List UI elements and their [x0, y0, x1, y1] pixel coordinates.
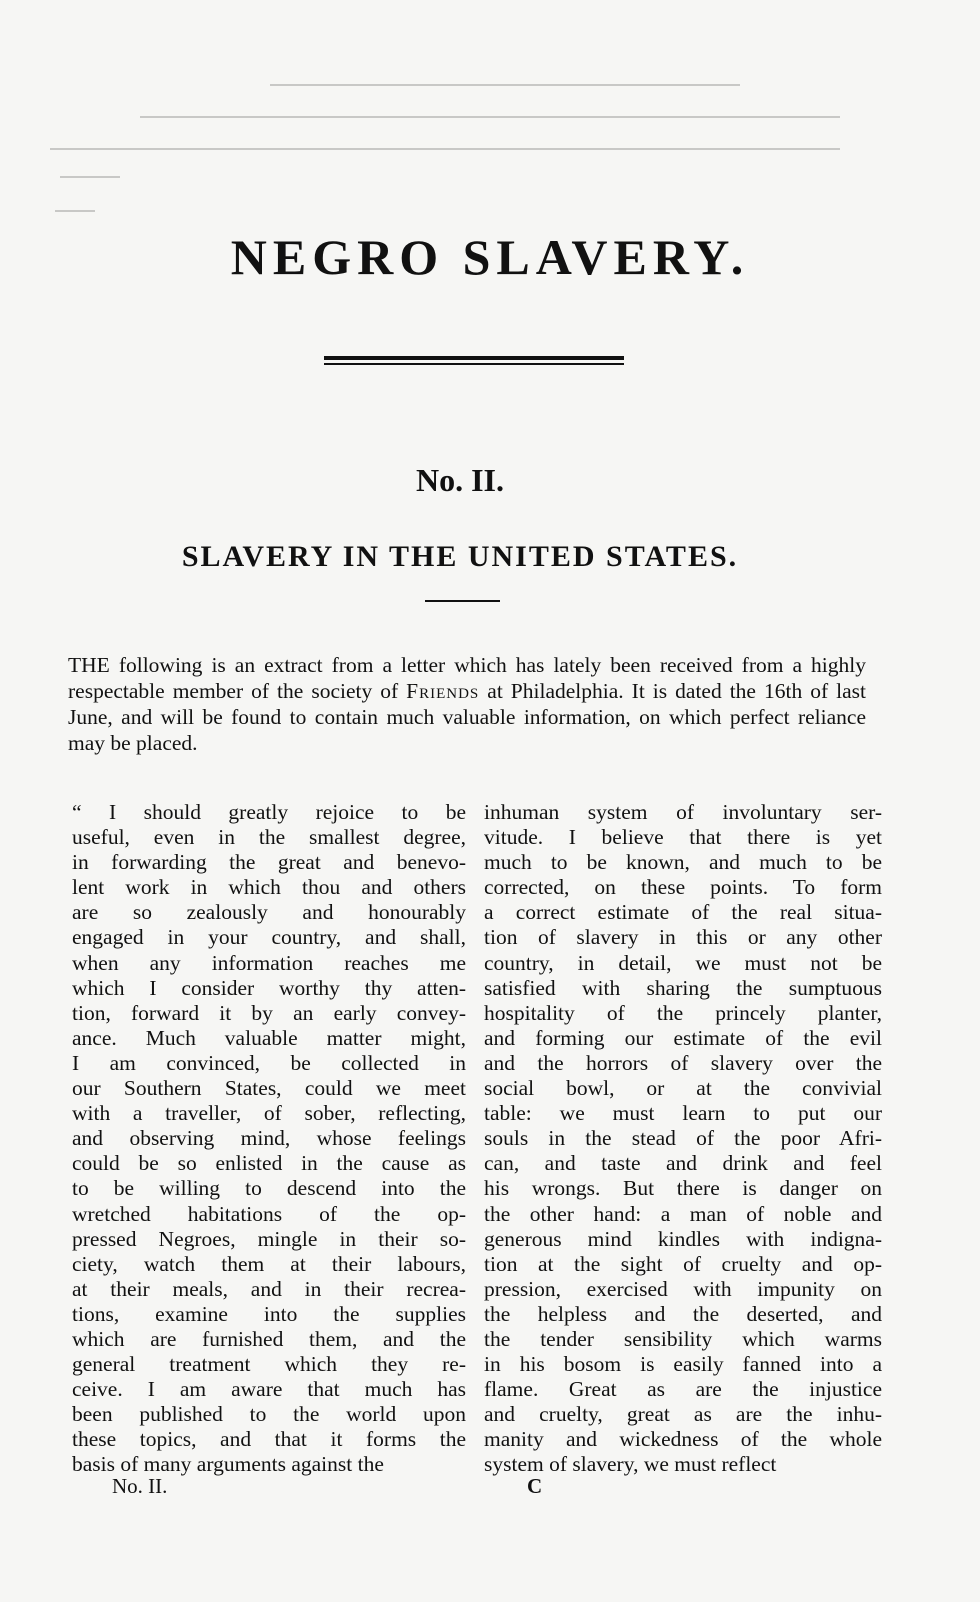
footer-signature-mark: C: [527, 1474, 543, 1498]
left-line: useful, even in the smallest degree,: [72, 825, 466, 850]
left-line: I am convinced, be collected in: [72, 1050, 466, 1075]
right-line: the tender sensibility which warms: [484, 1326, 882, 1351]
footer-issue-number: No. II.: [112, 1474, 168, 1498]
left-line: tion, forward it by an early convey-: [72, 1000, 466, 1025]
left-line: basis of many arguments against the: [72, 1452, 384, 1477]
left-line: in forwarding the great and benevo-: [72, 850, 466, 875]
left-line: at their meals, and in their recrea-: [72, 1276, 466, 1301]
left-line: are so zealously and honourably: [72, 900, 466, 925]
right-line: the other hand: a man of noble and: [484, 1201, 882, 1226]
left-line: ciety, watch them at their labours,: [72, 1251, 466, 1276]
right-line: pression, exercised with impunity on: [484, 1276, 882, 1301]
left-line: with a traveller, of sober, reflecting,: [72, 1101, 466, 1126]
left-line: ance. Much valuable matter might,: [72, 1025, 466, 1050]
left-line: these topics, and that it forms the: [72, 1427, 466, 1452]
left-line: tions, examine into the supplies: [72, 1301, 466, 1326]
right-line: much to be known, and much to be: [484, 850, 882, 875]
intro-text-after: at Philadelphia. It is dated the 16th of last June, and will be found to contain much valuable information, on which perfect reliance may be placed.: [68, 679, 866, 755]
right-line: and cruelty, great as are the inhu-: [484, 1402, 882, 1427]
left-line: could be so enlisted in the cause as: [72, 1151, 466, 1176]
right-line: a correct estimate of the real situa-: [484, 900, 882, 925]
right-column: [484, 800, 882, 1478]
left-line: ceive. I am aware that much has: [72, 1377, 466, 1402]
page-title: NEGRO SLAVERY.: [230, 229, 750, 285]
right-line: and forming our estimate of the evil: [484, 1025, 882, 1050]
left-column: [72, 800, 466, 1478]
right-line: can, and taste and drink and feel: [484, 1151, 882, 1176]
right-line: his wrongs. But there is danger on: [484, 1176, 882, 1201]
right-line: vitude. I believe that there is yet: [484, 825, 882, 850]
section-subtitle: SLAVERY IN THE UNITED STATES.: [181, 540, 739, 573]
left-line: which are furnished them, and the: [72, 1326, 466, 1351]
right-line: the helpless and the deserted, and: [484, 1301, 882, 1326]
right-line: tion of slavery in this or any other: [484, 925, 882, 950]
right-line: corrected, on these points. To form: [484, 875, 882, 900]
left-line: and observing mind, whose feelings: [72, 1126, 466, 1151]
left-line: “ I should greatly rejoice to be: [72, 800, 466, 824]
left-line: lent work in which thou and others: [72, 875, 466, 900]
right-line: social bowl, or at the convivial: [484, 1076, 882, 1101]
left-line: engaged in your country, and shall,: [72, 925, 466, 950]
left-line: our Southern States, could we meet: [72, 1076, 466, 1101]
issue-number: No. II.: [415, 462, 504, 498]
intro-friends: Friends: [406, 679, 480, 703]
right-line: generous mind kindles with indigna-: [484, 1226, 882, 1251]
left-line: pressed Negroes, mingle in their so-: [72, 1226, 466, 1251]
right-line: souls in the stead of the poor Afri-: [484, 1126, 882, 1151]
show-through-text: [40, 70, 860, 240]
right-line: tion at the sight of cruelty and op-: [484, 1251, 882, 1276]
right-line: satisfied with sharing the sumptuous: [484, 975, 882, 1000]
intro-text-before: THE following is an extract from a letter which has lately been received from a highly respectable member of the society of: [68, 653, 866, 703]
subtitle-rule: [425, 600, 500, 602]
left-line: which I consider worthy thy atten-: [72, 975, 466, 1000]
right-line: system of slavery, we must reflect: [484, 1452, 777, 1477]
right-line: country, in detail, we must not be: [484, 950, 882, 975]
right-line: flame. Great as are the injustice: [484, 1377, 882, 1402]
left-line: wretched habitations of the op-: [72, 1201, 466, 1226]
right-line: hospitality of the princely planter,: [484, 1000, 882, 1025]
title-double-rule: [324, 356, 624, 367]
left-line: when any information reaches me: [72, 950, 466, 975]
left-line: general treatment which they re-: [72, 1352, 466, 1377]
right-line: in his bosom is easily fanned into a: [484, 1352, 882, 1377]
right-line: table: we must learn to put our: [484, 1101, 882, 1126]
left-line: to be willing to descend into the: [72, 1176, 466, 1201]
right-line: and the horrors of slavery over the: [484, 1050, 882, 1075]
intro-paragraph: [68, 652, 866, 756]
right-line: manity and wickedness of the whole: [484, 1427, 882, 1452]
right-line: inhuman system of involuntary ser-: [484, 800, 882, 824]
left-line: been published to the world upon: [72, 1402, 466, 1427]
